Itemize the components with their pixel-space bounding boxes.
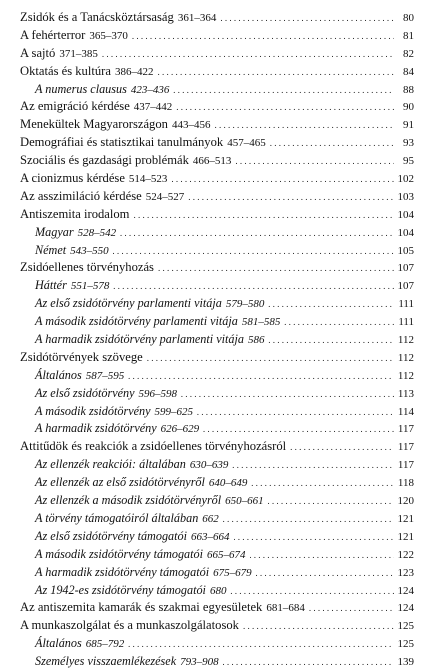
- toc-entry-title: Az ellenzék az első zsidótörvényről: [35, 475, 205, 490]
- dot-leader: [133, 207, 393, 225]
- toc-entry-title: Az 1942-es zsidótörvény támogatói: [35, 582, 206, 597]
- toc-entry-title: Szociális és gazdasági problémák: [20, 153, 189, 168]
- toc-entry-title: Attitűdök és reakciók a zsidóellenes törvényhozásról: [20, 439, 287, 454]
- toc-subentry: [20, 492, 414, 510]
- dot-leader: [234, 529, 394, 547]
- toc-entry-title: Általános: [35, 367, 82, 382]
- toc-entry: [20, 188, 414, 206]
- toc-entry-page-number: 81: [403, 29, 414, 42]
- toc-entry-title: Oktatás és kultúra: [20, 63, 111, 78]
- dot-leader: [223, 511, 394, 529]
- toc-entry-range: 650–661: [225, 495, 264, 508]
- toc-entry-title: Német: [35, 242, 67, 257]
- dot-leader: [113, 243, 394, 261]
- toc-entry-page-number: 111: [398, 298, 414, 311]
- toc-entry-page-number: 80: [403, 12, 414, 24]
- toc-entry: [20, 45, 414, 63]
- toc-entry-page-number: 95: [403, 155, 414, 168]
- toc-entry-range: 551–578: [70, 280, 110, 293]
- toc-entry-page-number: 117: [397, 441, 414, 454]
- toc-entry-page-number: 107: [397, 262, 414, 275]
- toc-entry-range: 437–442: [133, 101, 173, 114]
- toc-entry-range: 466–513: [192, 155, 232, 168]
- dot-leader: [176, 99, 394, 117]
- dot-leader: [309, 600, 394, 618]
- toc-entry-page-number: 117: [397, 423, 414, 436]
- toc-entry-range: 386–422: [114, 65, 154, 78]
- toc-entry-range: 640–649: [208, 477, 248, 490]
- dot-leader: [268, 296, 394, 314]
- toc-entry-range: 599–625: [154, 405, 194, 418]
- toc-entry-title: A második zsidótörvény parlamenti vitája: [35, 314, 238, 329]
- toc-subentry: [20, 81, 414, 99]
- toc-entry-range: 423–436: [130, 83, 170, 96]
- toc-entry: [20, 27, 414, 45]
- toc-entry-title: Háttér: [35, 278, 67, 293]
- toc-entry-title: Az ellenzék reakciói: általában: [35, 457, 186, 472]
- toc-entry-title: Zsidók és a Tanácsköztársaság: [20, 10, 174, 24]
- toc-entry-page-number: 121: [397, 530, 414, 543]
- toc-entry: [20, 349, 414, 367]
- toc-entry-range: 524–527: [145, 190, 185, 203]
- dot-leader: [120, 225, 393, 243]
- dot-leader: [230, 583, 393, 601]
- toc-entry-title: A törvény támogatóiról általában: [35, 510, 199, 525]
- toc-subentry: [20, 385, 414, 403]
- dot-leader: [268, 332, 393, 350]
- toc-entry: [20, 617, 414, 635]
- dot-leader: [171, 171, 393, 189]
- toc-entry-page-number: 112: [397, 369, 414, 382]
- toc-entry-range: 665–674: [207, 548, 246, 561]
- toc-subentry: [20, 224, 414, 242]
- dot-leader: [147, 350, 394, 368]
- toc-subentry: [20, 474, 414, 492]
- toc-subentry: [20, 420, 414, 438]
- dot-leader: [128, 368, 394, 386]
- toc-entry-range: 457–465: [227, 137, 266, 150]
- toc-subentry: [20, 242, 414, 260]
- table-of-contents: [20, 9, 414, 671]
- toc-subentry: [20, 653, 414, 671]
- toc-entry-page-number: 91: [403, 119, 414, 132]
- toc-entry: [20, 259, 414, 277]
- dot-leader: [235, 153, 394, 171]
- toc-entry-title: Magyar: [35, 224, 74, 239]
- toc-entry-range: 685–792: [85, 638, 125, 651]
- toc-entry-range: 586: [247, 334, 265, 347]
- toc-subentry: [20, 582, 414, 600]
- toc-entry-title: A numerus clausus: [35, 81, 127, 96]
- toc-entry: [20, 116, 414, 134]
- toc-subentry: [20, 295, 414, 313]
- toc-entry-range: 443–456: [171, 119, 211, 132]
- toc-entry-page-number: 93: [403, 137, 414, 150]
- toc-entry-title: A fehérterror: [20, 27, 86, 42]
- toc-entry-title: Általános: [35, 636, 82, 651]
- toc-entry-page-number: 120: [397, 495, 414, 508]
- toc-entry-range: 579–580: [225, 298, 265, 311]
- toc-entry-page-number: 90: [403, 101, 414, 114]
- dot-leader: [270, 135, 394, 153]
- toc-entry: [20, 63, 414, 81]
- toc-entry-range: 681–684: [266, 602, 305, 615]
- dot-leader: [197, 404, 394, 422]
- toc-entry-range: 662: [202, 512, 219, 525]
- toc-entry-page-number: 125: [397, 638, 414, 651]
- toc-entry-page-number: 118: [397, 477, 414, 490]
- toc-subentry: [20, 546, 414, 564]
- toc-entry-title: A harmadik zsidótörvény parlamenti vitája: [35, 332, 244, 347]
- toc-entry-title: Az első zsidótörvény parlamenti vitája: [35, 296, 222, 311]
- toc-entry-range: 371–385: [59, 47, 98, 60]
- toc-entry-title: A második zsidótörvény támogatói: [35, 546, 204, 561]
- toc-entry-page-number: 123: [397, 566, 414, 579]
- toc-entry-page-number: 82: [403, 47, 414, 60]
- dot-leader: [220, 10, 394, 28]
- toc-entry-title: Személyes visszaemlékezések: [35, 654, 177, 669]
- toc-entry-title: A harmadik zsidótörvény támogatói: [35, 564, 210, 579]
- toc-entry-range: 581–585: [241, 316, 281, 329]
- toc-entry-range: 626–629: [160, 423, 200, 436]
- toc-entry-title: Zsidóellenes törvényhozás: [20, 260, 154, 275]
- toc-entry-range: 514–523: [128, 173, 168, 186]
- dot-leader: [157, 64, 394, 82]
- toc-entry-page-number: 88: [403, 83, 414, 96]
- toc-entry-title: Menekültek Magyarországon: [20, 117, 168, 132]
- toc-entry-page-number: 117: [397, 459, 414, 472]
- dot-leader: [250, 547, 394, 565]
- toc-entry-page-number: 104: [397, 208, 414, 221]
- toc-entry-title: Demográfiai és statisztikai tanulmányok: [20, 135, 224, 150]
- toc-entry-page-number: 104: [397, 226, 414, 239]
- dot-leader: [251, 475, 393, 493]
- toc-entry-page-number: 103: [397, 190, 414, 203]
- toc-entry-title: Az antiszemita kamarák és szakmai egyesületek: [20, 600, 263, 615]
- toc-entry-range: 365–370: [89, 29, 128, 42]
- toc-entry-title: Az első zsidótörvény támogatói: [35, 528, 187, 543]
- dot-leader: [132, 28, 394, 46]
- toc-subentry: [20, 564, 414, 582]
- toc-entry-page-number: 124: [397, 584, 414, 597]
- dot-leader: [113, 278, 393, 296]
- toc-entry-range: 663–664: [191, 530, 230, 543]
- dot-leader: [203, 421, 394, 439]
- dot-leader: [102, 46, 394, 64]
- toc-entry-title: A sajtó: [20, 45, 56, 60]
- dot-leader: [268, 493, 394, 511]
- toc-subentry: [20, 635, 414, 653]
- dot-leader: [188, 189, 393, 207]
- toc-entry-range: 793–908: [180, 656, 219, 669]
- dot-leader: [181, 386, 394, 404]
- toc-entry-range: 587–595: [85, 369, 125, 382]
- toc-entry-range: 528–542: [77, 226, 117, 239]
- toc-entry-title: Az asszimiláció kérdése: [20, 188, 142, 203]
- toc-entry: [20, 152, 414, 170]
- toc-entry-page-number: 105: [397, 244, 414, 257]
- toc-entry-page-number: 114: [397, 405, 414, 418]
- dot-leader: [173, 82, 394, 100]
- toc-entry-page-number: 125: [397, 620, 414, 633]
- toc-entry-page-number: 107: [397, 280, 414, 293]
- toc-entry-title: A második zsidótörvény: [35, 403, 151, 418]
- toc-entry-title: Zsidótörvények szövege: [20, 349, 143, 364]
- toc-entry-title: Az ellenzék a második zsidótörvényről: [35, 493, 222, 508]
- toc-subentry: [20, 331, 414, 349]
- dot-leader: [290, 439, 394, 457]
- toc-entry-range: 675–679: [213, 566, 252, 579]
- dot-leader: [128, 636, 393, 654]
- toc-entry-page-number: 111: [398, 316, 414, 329]
- toc-entry: [20, 438, 414, 456]
- toc-entry-range: 680: [209, 584, 227, 597]
- toc-entry-title: A harmadik zsidótörvény: [35, 421, 157, 436]
- toc-subentry: [20, 313, 414, 331]
- toc-entry-page-number: 113: [397, 387, 414, 400]
- toc-entry: [20, 98, 414, 116]
- toc-entry-title: A cionizmus kérdése: [20, 171, 125, 186]
- toc-entry-range: 630–639: [189, 459, 229, 472]
- dot-leader: [284, 314, 394, 332]
- toc-entry-page-number: 121: [397, 512, 414, 525]
- toc-entry: [20, 9, 414, 27]
- dot-leader: [243, 618, 394, 636]
- toc-subentry: [20, 277, 414, 295]
- toc-entry-range: 543–550: [70, 244, 109, 257]
- dot-leader: [223, 654, 394, 672]
- toc-entry-page-number: 139: [397, 656, 414, 669]
- dot-leader: [232, 457, 394, 475]
- toc-entry: [20, 206, 414, 224]
- dot-leader: [158, 260, 394, 278]
- toc-subentry: [20, 510, 414, 528]
- toc-entry-page-number: 112: [397, 351, 414, 364]
- toc-entry-title: Az első zsidótörvény: [35, 385, 135, 400]
- toc-entry-title: A munkaszolgálat és a munkaszolgálatosok: [20, 618, 239, 633]
- toc-subentry: [20, 528, 414, 546]
- toc-entry: [20, 170, 414, 188]
- toc-entry-title: Az emigráció kérdése: [20, 99, 130, 114]
- toc-entry: [20, 134, 414, 152]
- toc-entry-page-number: 84: [403, 65, 414, 78]
- toc-entry-title: Antiszemita irodalom: [20, 206, 130, 221]
- toc-subentry: [20, 367, 414, 385]
- toc-entry-page-number: 112: [397, 334, 414, 347]
- toc-entry-page-number: 122: [397, 548, 414, 561]
- toc-subentry: [20, 403, 414, 421]
- toc-subentry: [20, 456, 414, 474]
- toc-entry-page-number: 102: [397, 173, 414, 186]
- dot-leader: [214, 117, 394, 135]
- toc-entry-page-number: 124: [397, 602, 414, 615]
- toc-entry-range: 596–598: [138, 387, 178, 400]
- toc-entry-range: 361–364: [177, 12, 217, 24]
- dot-leader: [256, 565, 394, 583]
